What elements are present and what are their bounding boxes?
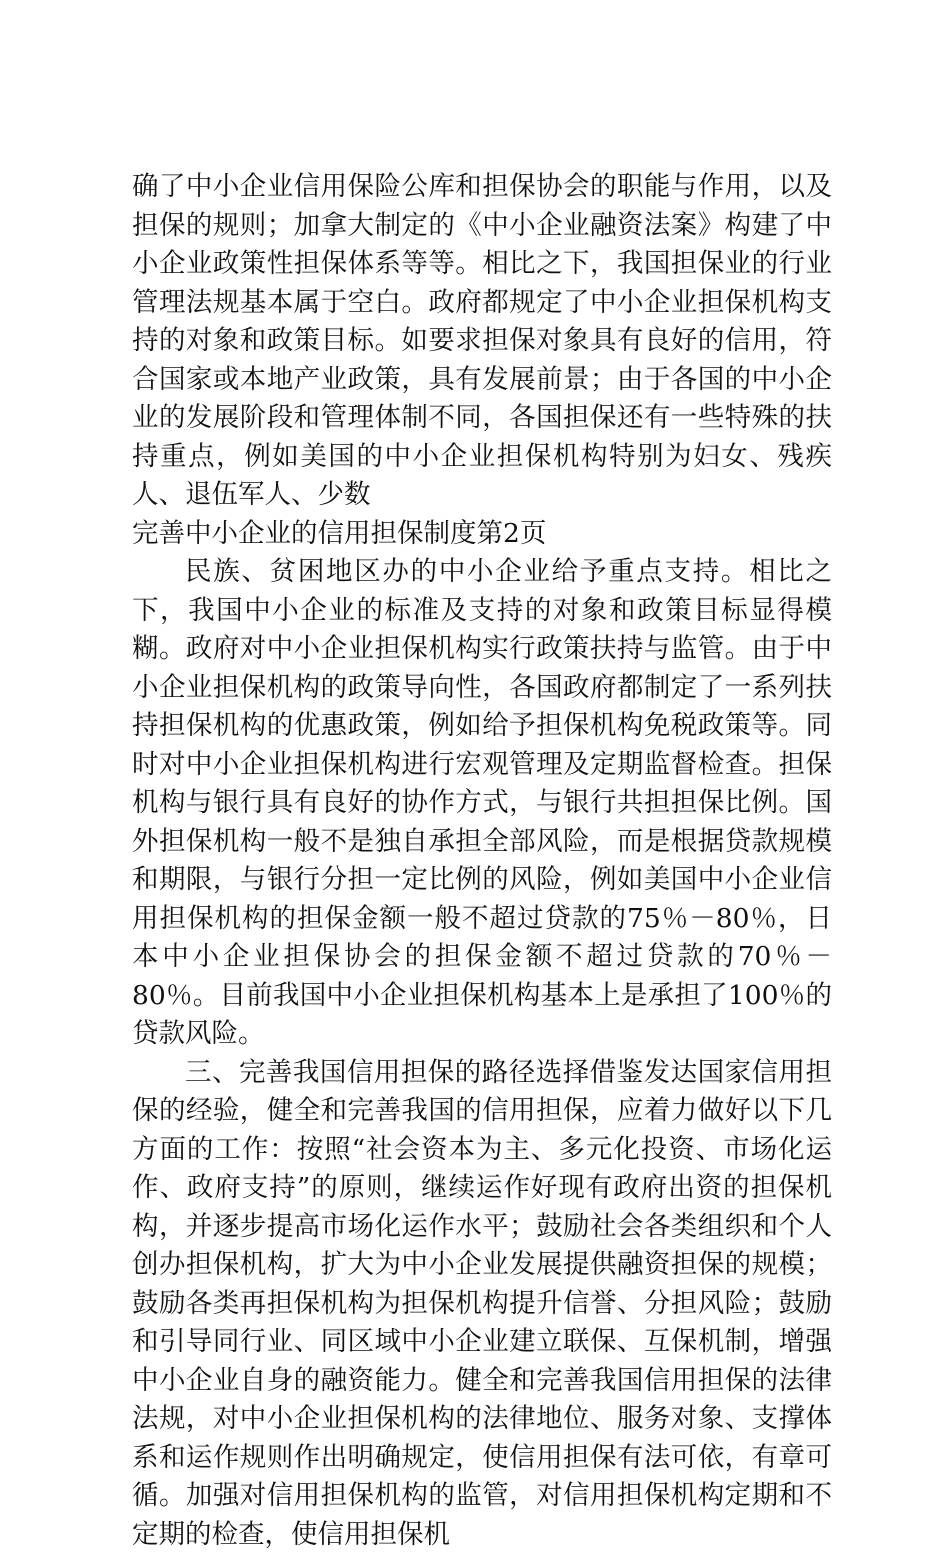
- document-page: [132, 168, 832, 1554]
- paragraph-1: 确了中小企业信用保险公库和担保协会的职能与作用，以及担保的规则；加拿大制定的《中小企业融资法案》构建了中小企业政策性担保体系等等。相比之下，我国担保业的行业管理法规基本属于空白。政府都规定了中小企业担保机构支持的对象和政策目标。如要求担保对象具有良好的信用，符合国家或本地产业政策，具有发展前景；由于各国的中小企业的发展阶段和管理体制不同，各国担保还有一些特殊的扶持重点，例如美国的中小企业担保机构特别为妇女、残疾人、退伍军人、少数: [132, 168, 832, 515]
- paragraph-3: 三、完善我国信用担保的路径选择借鉴发达国家信用担保的经验，健全和完善我国的信用担保，应着力做好以下几方面的工作：按照“社会资本为主、多元化投资、市场化运作、政府支持”的原则，继续运作好现有政府出资的担保机构，并逐步提高市场化运作水平；鼓励社会各类组织和个人创办担保机构，扩大为中小企业发展提供融资担保的规模；鼓励各类再担保机构为担保机构提升信誉、分担风险；鼓励和引导同行业、同区域中小企业建立联保、互保机制，增强中小企业自身的融资能力。健全和完善我国信用担保的法律法规，对中小企业担保机构的法律地位、服务对象、支撑体系和运作规则作出明确规定，使信用担保有法可依，有章可循。加强对信用担保机构的监管，对信用担保机构定期和不定期的检查，使信用担保机: [132, 1054, 832, 1554]
- page-marker: 完善中小企业的信用担保制度第2页: [132, 515, 832, 554]
- paragraph-2: 民族、贫困地区办的中小企业给予重点支持。相比之下，我国中小企业的标准及支持的对象和政策目标显得模糊。政府对中小企业担保机构实行政策扶持与监管。由于中小企业担保机构的政策导向性，各国政府都制定了一系列扶持担保机构的优惠政策，例如给予担保机构免税政策等。同时对中小企业担保机构进行宏观管理及定期监督检查。担保机构与银行具有良好的协作方式，与银行共担担保比例。国外担保机构一般不是独自承担全部风险，而是根据贷款规模和期限，与银行分担一定比例的风险，例如美国中小企业信用担保机构的担保金额一般不超过贷款的75％－80％，日本中小企业担保协会的担保金额不超过贷款的70％－80％。目前我国中小企业担保机构基本上是承担了100％的贷款风险。: [132, 553, 832, 1054]
